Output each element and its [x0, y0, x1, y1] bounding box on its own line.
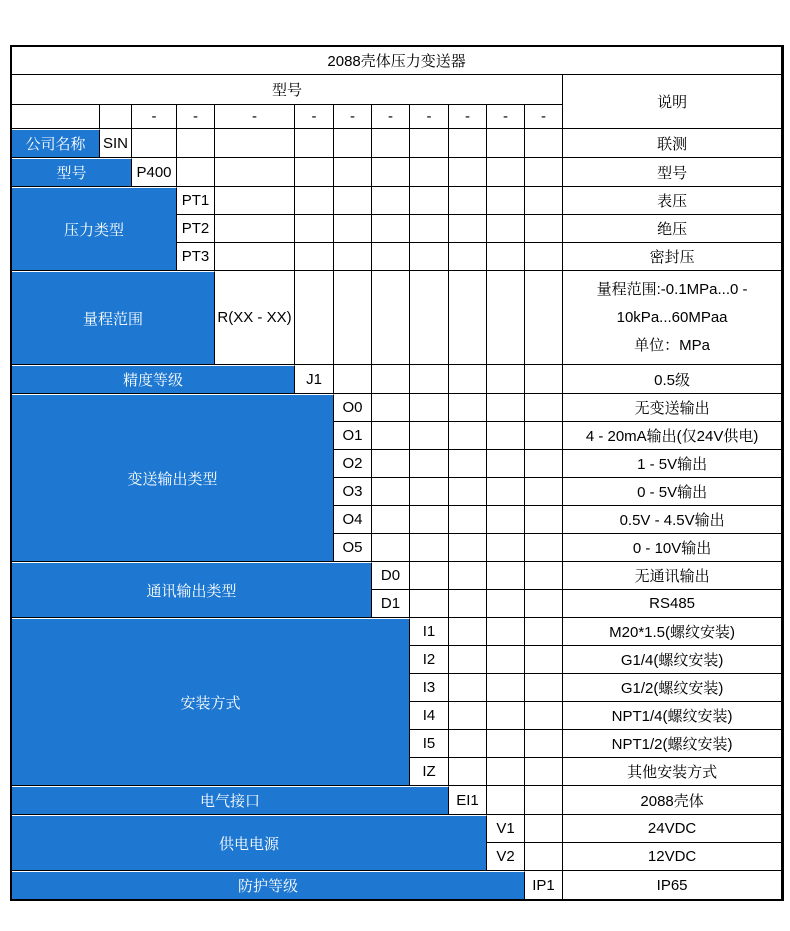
empty-cell [525, 646, 563, 674]
table-row [12, 187, 782, 215]
code-cell-o5: O5 [334, 534, 372, 562]
description-cell: 0.5V - 4.5V输出 [563, 506, 782, 534]
empty-cell [410, 271, 449, 365]
code-cell-d0: D0 [372, 562, 410, 590]
empty-cell [525, 243, 563, 271]
empty-cell [449, 158, 487, 187]
code-cell-d1: D1 [372, 590, 410, 618]
empty-cell [410, 243, 449, 271]
empty-cell [449, 365, 487, 394]
empty-cell [334, 271, 372, 365]
empty-cell [487, 271, 525, 365]
empty-cell [487, 786, 525, 815]
empty-cell [334, 215, 372, 243]
empty-cell [372, 394, 410, 422]
section-label-electrical-interface: 电气接口 [12, 786, 449, 815]
code-cell-ip1: IP1 [525, 871, 563, 899]
empty-cell [525, 815, 563, 843]
section-label-measuring-range: 量程范围 [12, 271, 215, 365]
section-label-transmission-output-type: 变送输出类型 [12, 394, 334, 562]
empty-cell [295, 158, 334, 187]
description-cell: 量程范围:-0.1MPa...0 - 10kPa...60MPaa 单位：MPa [563, 271, 782, 365]
empty-cell [334, 365, 372, 394]
description-cell: 无变送输出 [563, 394, 782, 422]
empty-cell [449, 534, 487, 562]
empty-cell [487, 562, 525, 590]
section-label-model: 型号 [12, 158, 132, 187]
code-cell-o3: O3 [334, 478, 372, 506]
code-cell-j1: J1 [295, 365, 334, 394]
empty-cell [372, 450, 410, 478]
empty-cell [449, 674, 487, 702]
empty-cell [372, 243, 410, 271]
description-cell: 4 - 20mA输出(仅24V供电) [563, 422, 782, 450]
empty-cell [410, 215, 449, 243]
empty-cell [525, 786, 563, 815]
code-cell-r-xx-xx: R(XX - XX) [215, 271, 295, 365]
empty-cell [487, 243, 525, 271]
section-label-power-supply: 供电电源 [12, 815, 487, 871]
code-cell-pt2: PT2 [177, 215, 215, 243]
description-cell: 表压 [563, 187, 782, 215]
code-cell-p400: P400 [132, 158, 177, 187]
description-cell: RS485 [563, 590, 782, 618]
table-row [12, 618, 782, 646]
description-cell: NPT1/4(螺纹安装) [563, 702, 782, 730]
table-row [12, 129, 782, 158]
code-cell-pt3: PT3 [177, 243, 215, 271]
empty-cell [487, 618, 525, 646]
code-cell-o4: O4 [334, 506, 372, 534]
empty-cell [487, 590, 525, 618]
dash-cell: - [295, 105, 334, 129]
empty-cell [372, 506, 410, 534]
empty-cell [410, 562, 449, 590]
empty-cell [525, 506, 563, 534]
dash-cell: - [449, 105, 487, 129]
table-title: 2088壳体压力变送器 [12, 47, 782, 75]
empty-cell [449, 506, 487, 534]
description-cell: 型号 [563, 158, 782, 187]
empty-cell [334, 187, 372, 215]
empty-cell [525, 758, 563, 786]
description-cell: G1/2(螺纹安装) [563, 674, 782, 702]
description-cell: 联测 [563, 129, 782, 158]
dash-cell: - [487, 105, 525, 129]
empty-cell [449, 243, 487, 271]
empty-cell [449, 129, 487, 158]
empty-cell [215, 158, 295, 187]
empty-cell [410, 187, 449, 215]
dash-cell: - [132, 105, 177, 129]
empty-cell [334, 129, 372, 158]
empty-cell [525, 674, 563, 702]
empty-cell [487, 129, 525, 158]
empty-cell [410, 534, 449, 562]
description-cell: 1 - 5V输出 [563, 450, 782, 478]
empty-cell [487, 450, 525, 478]
empty-cell [215, 187, 295, 215]
empty-cell [410, 365, 449, 394]
empty-cell [449, 646, 487, 674]
empty-cell [487, 506, 525, 534]
empty-cell [487, 158, 525, 187]
code-cell-iz: IZ [410, 758, 449, 786]
empty-cell [487, 758, 525, 786]
empty-cell [295, 243, 334, 271]
empty-cell [449, 730, 487, 758]
empty-cell [449, 422, 487, 450]
table-row [12, 815, 782, 843]
empty-cell [525, 187, 563, 215]
description-cell: 24VDC [563, 815, 782, 843]
empty-cell [487, 394, 525, 422]
empty-cell [525, 702, 563, 730]
empty-cell [410, 450, 449, 478]
code-cell-o1: O1 [334, 422, 372, 450]
empty-cell [177, 129, 215, 158]
code-cell-pt1: PT1 [177, 187, 215, 215]
description-cell: 2088壳体 [563, 786, 782, 815]
section-label-accuracy-class: 精度等级 [12, 365, 295, 394]
empty-cell [487, 478, 525, 506]
code-cell-i2: I2 [410, 646, 449, 674]
empty-cell [525, 365, 563, 394]
empty-cell [410, 590, 449, 618]
empty-cell [487, 187, 525, 215]
empty-cell [449, 187, 487, 215]
description-cell: 0 - 5V输出 [563, 478, 782, 506]
empty-cell [449, 590, 487, 618]
dash-cell: - [410, 105, 449, 129]
dash-cell: - [177, 105, 215, 129]
empty-cell [334, 243, 372, 271]
empty-cell [487, 534, 525, 562]
code-cell-sin: SIN [100, 129, 132, 158]
empty-cell [410, 158, 449, 187]
empty-cell [449, 215, 487, 243]
dash-cell: - [215, 105, 295, 129]
empty-cell [487, 702, 525, 730]
table-row [12, 271, 782, 365]
empty-cell [449, 450, 487, 478]
empty-cell [449, 618, 487, 646]
section-label-pressure-type: 压力类型 [12, 187, 177, 271]
empty-cell [449, 758, 487, 786]
model-header: 型号 [12, 75, 563, 105]
empty-cell [372, 422, 410, 450]
code-cell-ei1: EI1 [449, 786, 487, 815]
empty-header-cell [100, 105, 132, 129]
empty-cell [372, 534, 410, 562]
empty-cell [487, 646, 525, 674]
code-cell-o0: O0 [334, 394, 372, 422]
empty-cell [449, 394, 487, 422]
title-row [12, 47, 782, 75]
empty-cell [410, 129, 449, 158]
description-cell: 其他安装方式 [563, 758, 782, 786]
description-cell: 12VDC [563, 843, 782, 871]
empty-cell [525, 478, 563, 506]
code-cell-o2: O2 [334, 450, 372, 478]
description-cell: 无通讯输出 [563, 562, 782, 590]
empty-cell [177, 158, 215, 187]
code-cell-i3: I3 [410, 674, 449, 702]
empty-cell [487, 365, 525, 394]
description-cell: M20*1.5(螺纹安装) [563, 618, 782, 646]
description-cell: G1/4(螺纹安装) [563, 646, 782, 674]
description-cell: 密封压 [563, 243, 782, 271]
description-cell: 0 - 10V输出 [563, 534, 782, 562]
empty-cell [525, 422, 563, 450]
dash-cell: - [334, 105, 372, 129]
empty-cell [295, 215, 334, 243]
empty-cell [372, 129, 410, 158]
empty-cell [449, 702, 487, 730]
empty-cell [525, 590, 563, 618]
empty-header-cell [12, 105, 100, 129]
empty-cell [449, 478, 487, 506]
empty-cell [410, 478, 449, 506]
table-row [12, 786, 782, 815]
empty-cell [215, 215, 295, 243]
empty-cell [295, 187, 334, 215]
empty-cell [525, 394, 563, 422]
description-cell: IP65 [563, 871, 782, 899]
table-row [12, 394, 782, 422]
empty-cell [525, 129, 563, 158]
column-header-row [12, 75, 782, 105]
dash-cell: - [372, 105, 410, 129]
description-header: 说明 [563, 75, 782, 129]
empty-cell [372, 271, 410, 365]
code-cell-i1: I1 [410, 618, 449, 646]
empty-cell [525, 730, 563, 758]
section-label-protection-rating: 防护等级 [12, 871, 525, 899]
empty-cell [132, 129, 177, 158]
empty-cell [410, 394, 449, 422]
empty-cell [215, 243, 295, 271]
empty-cell [295, 271, 334, 365]
code-cell-v2: V2 [487, 843, 525, 871]
code-cell-v1: V1 [487, 815, 525, 843]
section-label-communication-output-type: 通讯输出类型 [12, 562, 372, 618]
table-row [12, 365, 782, 394]
empty-cell [215, 129, 295, 158]
product-selection-table [10, 45, 784, 901]
empty-cell [487, 674, 525, 702]
table-row [12, 158, 782, 187]
code-cell-i4: I4 [410, 702, 449, 730]
empty-cell [487, 730, 525, 758]
section-label-installation-type: 安装方式 [12, 618, 410, 786]
empty-cell [410, 422, 449, 450]
empty-cell [449, 562, 487, 590]
empty-cell [525, 271, 563, 365]
empty-cell [372, 365, 410, 394]
description-cell: 0.5级 [563, 365, 782, 394]
empty-cell [487, 215, 525, 243]
empty-cell [525, 215, 563, 243]
empty-cell [525, 843, 563, 871]
dash-cell: - [525, 105, 563, 129]
empty-cell [372, 158, 410, 187]
empty-cell [525, 534, 563, 562]
empty-cell [525, 158, 563, 187]
empty-cell [449, 271, 487, 365]
empty-cell [410, 506, 449, 534]
empty-cell [525, 562, 563, 590]
empty-cell [525, 618, 563, 646]
description-cell: 绝压 [563, 215, 782, 243]
empty-cell [525, 450, 563, 478]
empty-cell [334, 158, 372, 187]
empty-cell [372, 215, 410, 243]
description-cell: NPT1/2(螺纹安装) [563, 730, 782, 758]
empty-cell [295, 129, 334, 158]
section-label-company-name: 公司名称 [12, 129, 100, 158]
empty-cell [372, 478, 410, 506]
table-row [12, 871, 782, 899]
table-row [12, 562, 782, 590]
empty-cell [372, 187, 410, 215]
empty-cell [487, 422, 525, 450]
code-cell-i5: I5 [410, 730, 449, 758]
